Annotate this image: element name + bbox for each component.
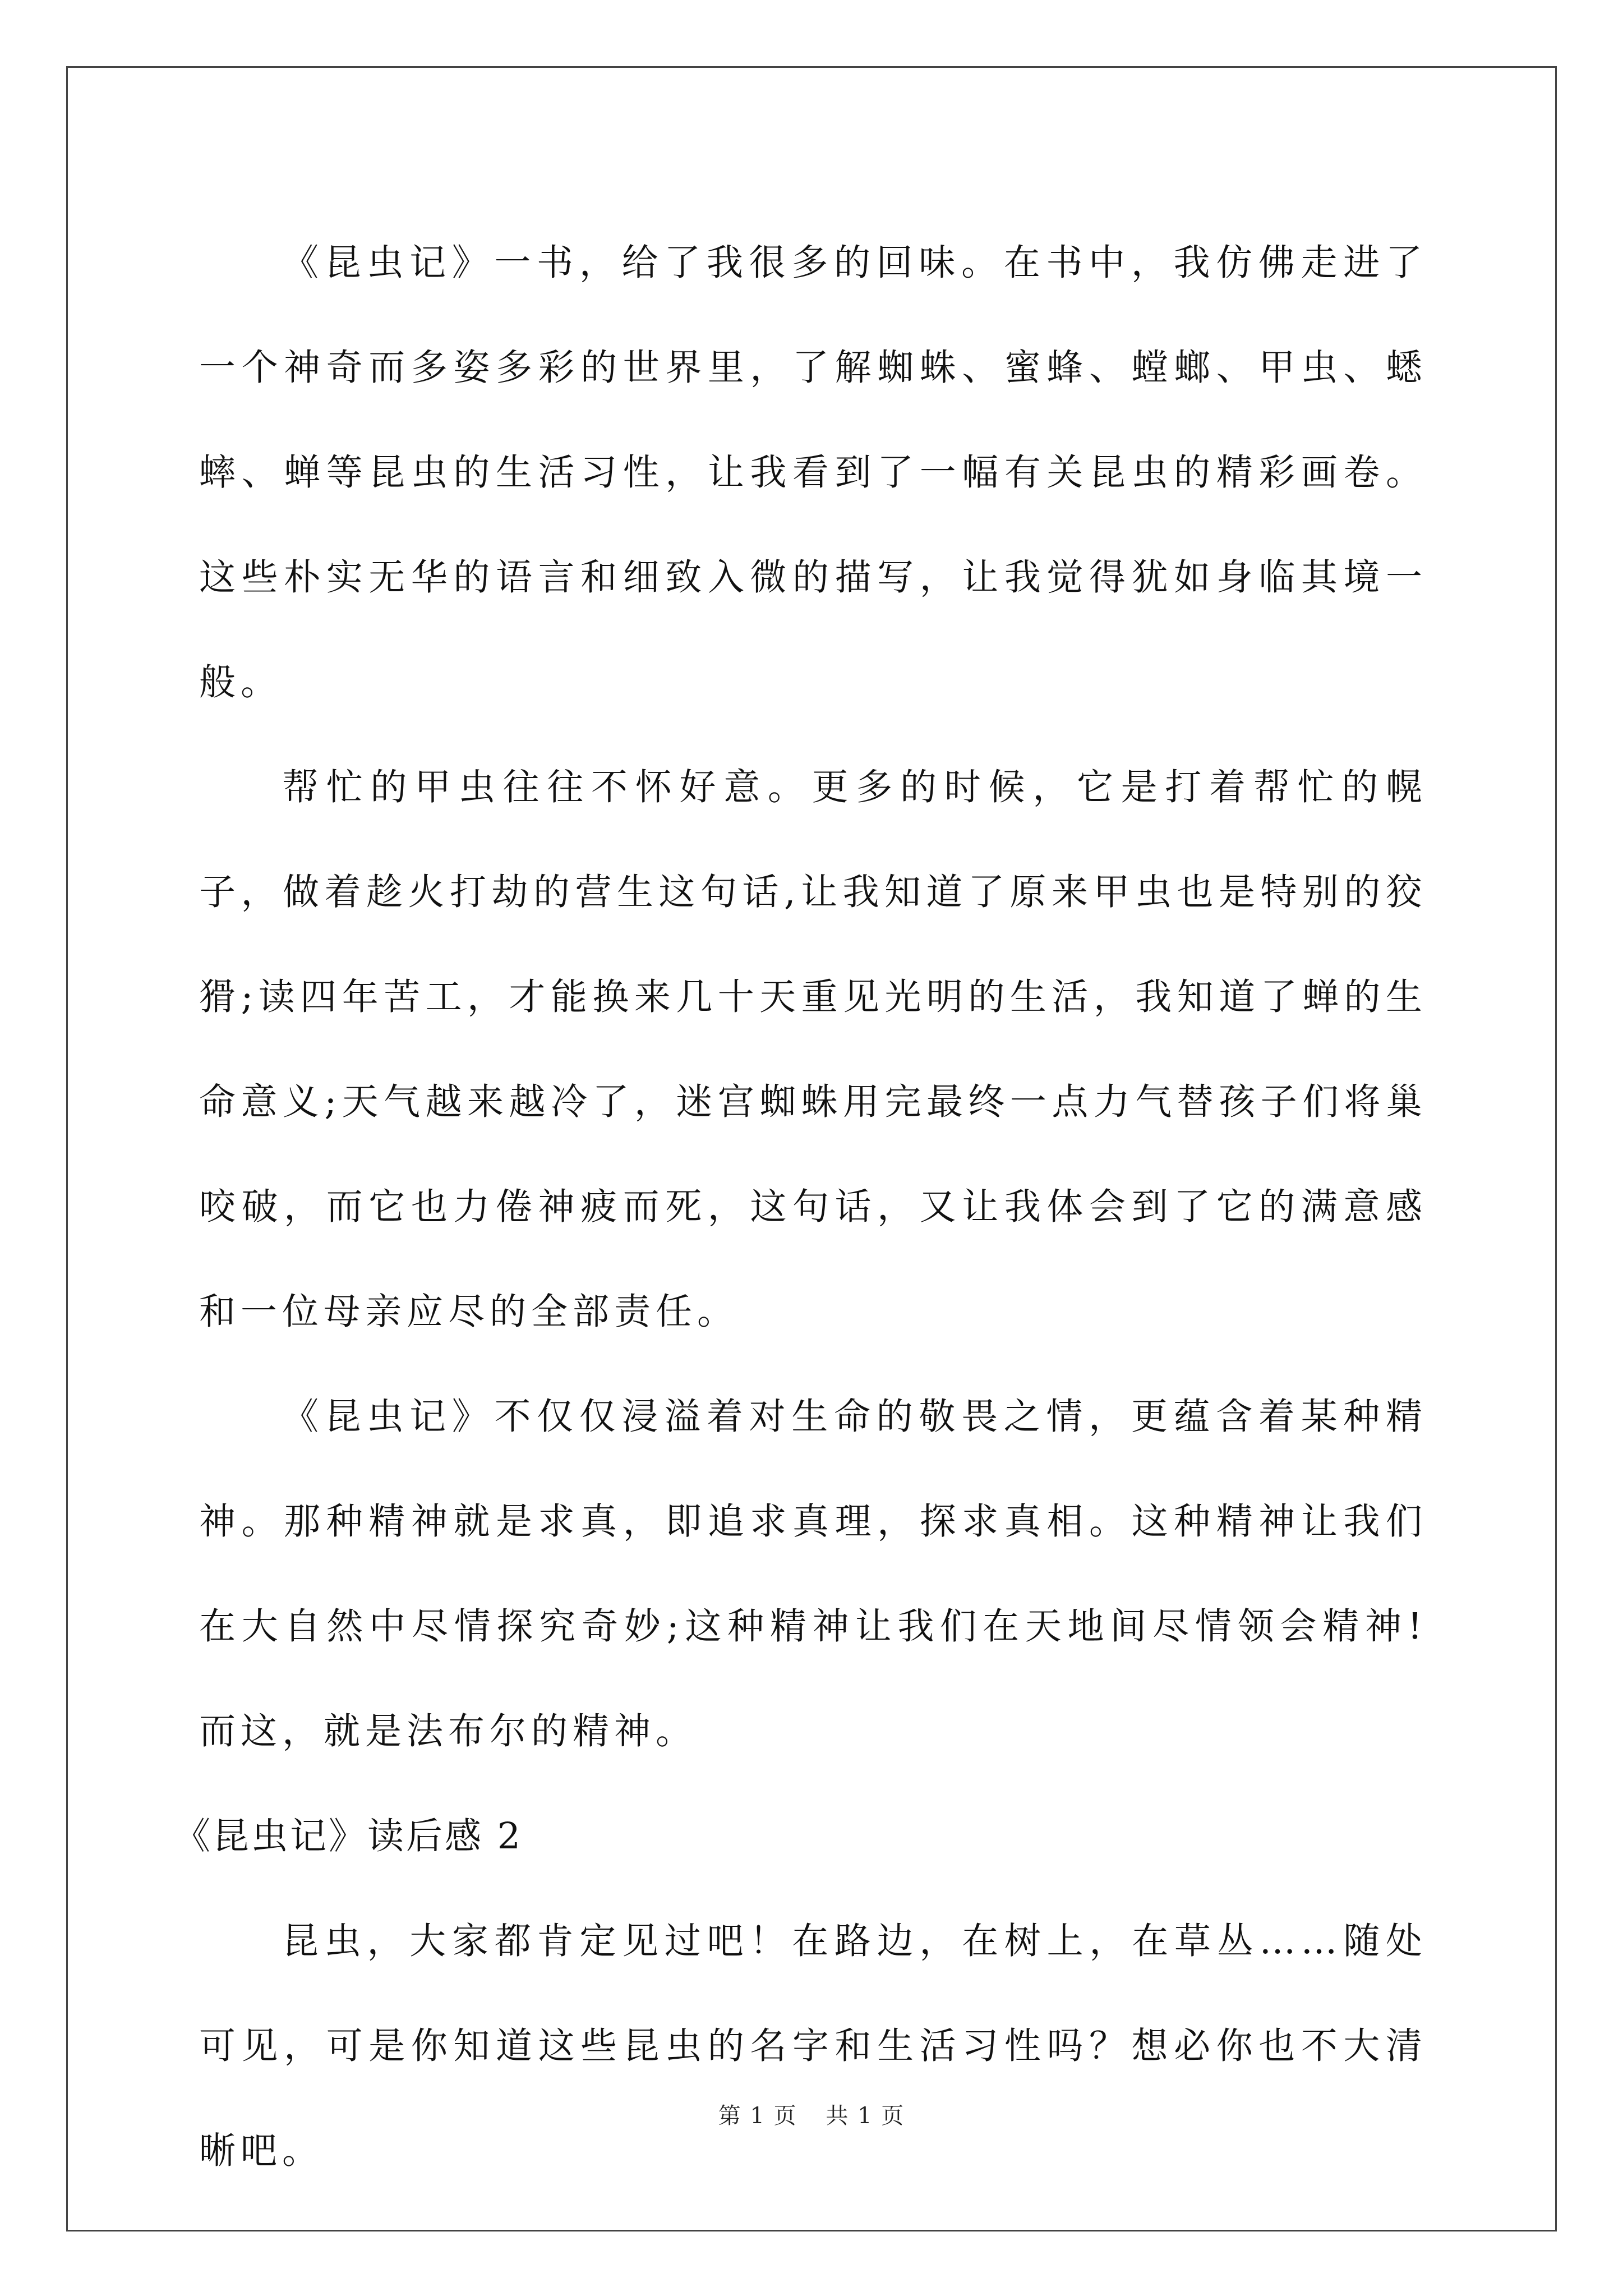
paragraph-4: 昆虫，大家都肯定见过吧！在路边，在树上，在草丛……随处可见，可是你知道这些昆虫的名字和生活习性吗？想必你也不大清晰吧。 (199, 1920, 1427, 2172)
paragraph-1: 《昆虫记》一书，给了我很多的回味。在书中，我仿佛走进了一个神奇而多姿多彩的世界里，了解蜘蛛、蜜蜂、螳螂、甲虫、蟋蟀、蝉等昆虫的生活习性，让我看到了一幅有关昆虫的精彩画卷。这些朴实无华的语言和细致入微的描写，让我觉得犹如身临其境一般。 (199, 242, 1427, 703)
page-footer (0, 2099, 1623, 2133)
document-body (174, 210, 1427, 2203)
page-number: 第 1 页 (718, 2103, 797, 2129)
section-heading: 《昆虫记》读后感 2 (174, 1815, 523, 1857)
paragraph-3: 《昆虫记》不仅仅浸溢着对生命的敬畏之情，更蕴含着某种精神。那种精神就是求真，即追求真理，探求真相。这种精神让我们在大自然中尽情探究奇妙;这种精神让我们在天地间尽情领会精神!而这，就是法布尔的精神。 (199, 1396, 1427, 1752)
page-total: 共 1 页 (826, 2103, 905, 2129)
paragraph-2: 帮忙的甲虫往往不怀好意。更多的时候，它是打着帮忙的幌子，做着趁火打劫的营生这句话,让我知道了原来甲虫也是特别的狡猾;读四年苦工，才能换来几十天重见光明的生活，我知道了蝉的生命意义;天气越来越冷了，迷宫蜘蛛用完最终一点力气替孩子们将巢咬破，而它也力倦神疲而死，这句话，又让我体会到了它的满意感和一位母亲应尽的全部责任。 (199, 766, 1427, 1333)
